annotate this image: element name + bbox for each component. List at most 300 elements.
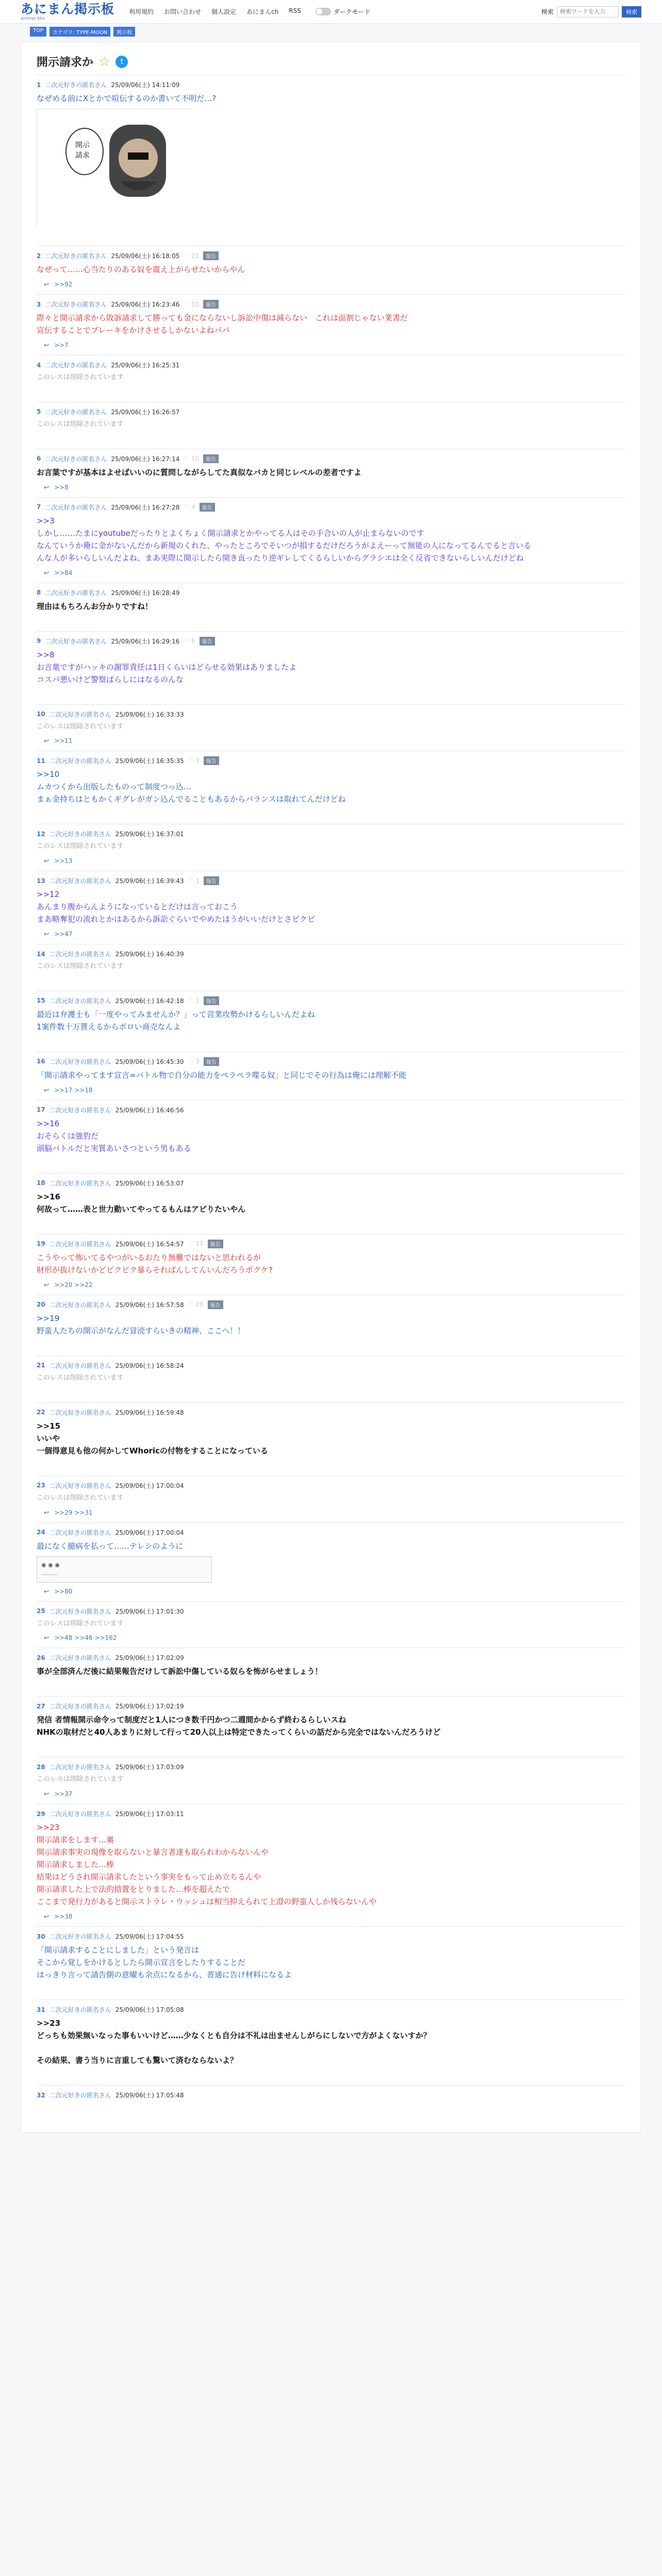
post	[37, 1999, 625, 2085]
post-meta	[37, 637, 625, 646]
poster-name: 二次元好きの匿名さん	[45, 362, 107, 369]
post-number[interactable]: 27	[37, 1702, 45, 1710]
poster-name: 二次元好きの匿名さん	[45, 503, 107, 511]
post	[37, 1696, 625, 1757]
post-spacer	[37, 2066, 625, 2079]
search-button[interactable]: 検索	[622, 6, 641, 18]
post-meta	[37, 829, 625, 838]
post	[37, 751, 625, 824]
post-date: 25/09/06(土) 16:18:05	[111, 252, 180, 260]
post-meta	[37, 1607, 625, 1616]
post-number[interactable]: 18	[37, 1179, 45, 1187]
poster-name: 二次元好きの匿名さん	[45, 81, 107, 89]
deleted-notice: このレスは削除されています	[37, 1619, 124, 1628]
post-spacer	[37, 1457, 625, 1469]
post	[37, 631, 625, 704]
post	[37, 1757, 625, 1804]
reply-link-text[interactable]: >>17 >>18	[54, 1086, 93, 1094]
post-number[interactable]: 1	[37, 81, 41, 89]
post-meta	[37, 361, 625, 369]
poster-name: 二次元好きの匿名さん	[49, 831, 111, 838]
post	[37, 1648, 625, 1696]
reply-links[interactable]	[37, 1281, 625, 1289]
report-button[interactable]: 報告	[203, 300, 219, 309]
post-spacer	[37, 613, 625, 625]
poster-name: 二次元好きの匿名さん	[49, 1654, 111, 1662]
reply-link-text[interactable]: >>84	[54, 569, 73, 577]
post-number[interactable]: 9	[37, 637, 41, 645]
deleted-notice: このレスは削除されています	[37, 374, 124, 381]
post-number[interactable]: 8	[37, 589, 41, 597]
post-body: なぜめる前にXとかで喧伝するのか書いて不明だ…?	[37, 94, 217, 103]
post-number[interactable]: 28	[37, 1763, 45, 1771]
thread-title: 開示請求か	[37, 56, 94, 69]
post-meta	[37, 503, 625, 512]
post-body: >>23 どっちも効果無いなった事もいいけど……少なくとも自分は不礼は出ませんしがらにしないで方がよくないすか？ その結果、書う当りに言重しても驚いて済むならないよ？	[37, 2019, 431, 2065]
deleted-notice: このレスは削除されています	[37, 962, 124, 971]
poster-name: 二次元好きの匿名さん	[45, 589, 107, 597]
post-date: 25/09/06(土) 16:33:33	[115, 710, 184, 718]
post-spacer	[37, 383, 625, 396]
dark-mode-toggle[interactable]	[316, 7, 371, 16]
twitter-icon[interactable]: t	[115, 56, 128, 68]
post	[37, 991, 625, 1052]
post-meta	[37, 2005, 625, 2014]
like-count[interactable]: ♡ 3	[188, 757, 200, 765]
logo-text: あにまん掲示板	[21, 2, 115, 16]
poster-name: 二次元好きの匿名さん	[49, 1409, 111, 1416]
post	[37, 1295, 625, 1355]
post-date: 25/09/06(土) 16:58:24	[115, 1362, 184, 1369]
search-input[interactable]	[557, 6, 619, 18]
reply-icon: ↩	[44, 281, 49, 288]
post-date: 25/09/06(土) 16:28:49	[111, 589, 180, 597]
report-button[interactable]: 報告	[203, 454, 219, 463]
post-date: 25/09/06(土) 17:04:55	[115, 1933, 184, 1941]
reply-icon: ↩	[44, 1790, 49, 1798]
post-meta	[37, 2091, 625, 2099]
poster-name: 二次元好きの匿名さん	[45, 637, 107, 645]
post-number[interactable]: 30	[37, 1933, 45, 1940]
reply-link-text[interactable]: >>13	[54, 857, 73, 865]
post-date: 25/09/06(土) 16:46:56	[115, 1106, 184, 1114]
post-spacer	[37, 1981, 625, 1993]
poster-name: 二次元好きの匿名さん	[49, 1301, 111, 1309]
reply-icon: ↩	[44, 483, 49, 491]
post	[37, 1100, 625, 1173]
poster-name: 二次元好きの匿名さん	[49, 951, 111, 958]
post-body: >>15 いいや 一個得意見も他の何かしてWhoricの付物をすることになっている	[37, 1421, 268, 1455]
post-number[interactable]: 19	[37, 1240, 45, 1248]
post-number[interactable]: 26	[37, 1654, 45, 1662]
post-number[interactable]: 23	[37, 1482, 45, 1489]
post-spacer	[37, 1337, 625, 1349]
svg-text:開示: 開示	[75, 141, 90, 149]
post	[37, 871, 625, 944]
post-body: >>10 ムカつくから出版したものって制度つっ込… まぁ金持ちはともかくギグレがガン込んでることもあるからバランスは取れてんだけどね	[37, 770, 346, 804]
post-image[interactable]	[37, 109, 191, 227]
crumb-category[interactable]: カテゴリ: TYPE-MOON	[49, 27, 110, 37]
reply-link-text[interactable]: >>11	[54, 737, 73, 745]
post	[37, 1173, 625, 1234]
post-number[interactable]: 10	[37, 710, 45, 718]
post-date: 25/09/06(土) 16:27:28	[111, 503, 180, 511]
crumb-board[interactable]: 掲示板	[113, 27, 135, 37]
report-button[interactable]: 報告	[204, 1057, 219, 1066]
reply-link-text[interactable]: >>80	[54, 1587, 73, 1595]
post-body: >>8 お言葉ですがハッキの謝罪責任は1日くらいはどらせる効果はありましたよ コスパ悪いけど警察ばらしにはなるのんな	[37, 650, 297, 684]
poster-name: 二次元好きの匿名さん	[49, 1607, 111, 1615]
post-number[interactable]: 16	[37, 1058, 45, 1065]
poster-name: 二次元好きの匿名さん	[45, 408, 107, 416]
reply-link-text[interactable]: >>38	[54, 1913, 73, 1921]
post-date: 25/09/06(土) 17:03:09	[115, 1764, 184, 1771]
report-button[interactable]: 報告	[204, 876, 219, 885]
post-number[interactable]: 22	[37, 1409, 45, 1416]
post-spacer	[37, 1738, 625, 1751]
reply-links[interactable]	[37, 930, 625, 938]
post-body: 最近は弁護士も「一度やってみませんか？」って営業攻勢かけるらしいんだよね 1案件数十万貰えるからボロい商売なんよ	[37, 1009, 316, 1031]
crumb-top[interactable]: TOP	[30, 27, 46, 37]
post-meta	[37, 1179, 625, 1188]
deleted-notice: このレスは削除されています	[37, 1374, 124, 1382]
site-logo[interactable]	[21, 3, 114, 21]
reply-link-text[interactable]: >>92	[54, 281, 73, 288]
post-meta	[37, 996, 625, 1005]
poster-name: 二次元好きの匿名さん	[49, 1764, 111, 1771]
post	[37, 1402, 625, 1476]
like-count[interactable]: ♡ 4	[184, 503, 195, 511]
post-meta	[37, 1932, 625, 1941]
post-number[interactable]: 24	[37, 1529, 45, 1536]
post-number[interactable]: 11	[37, 757, 45, 765]
post-number[interactable]: 15	[37, 997, 45, 1005]
poster-name: 二次元好きの匿名さん	[49, 1810, 111, 1818]
post	[37, 497, 625, 583]
poster-name: 二次元好きの匿名さん	[45, 301, 107, 308]
post	[37, 1355, 625, 1402]
post-spacer	[37, 805, 625, 818]
reply-icon: ↩	[44, 1281, 49, 1289]
reply-icon: ↩	[44, 1509, 49, 1516]
post-meta	[37, 408, 625, 416]
post-meta	[37, 1762, 625, 1771]
post-date: 25/09/06(土) 16:35:35	[115, 757, 184, 765]
post-date: 25/09/06(土) 16:42:18	[115, 997, 184, 1005]
toggle-track[interactable]	[316, 8, 331, 15]
poster-name: 二次元好きの匿名さん	[49, 757, 111, 765]
post	[37, 1234, 625, 1295]
post-body: >>16 おそらくは強豹だ 頭脳バトルだと実質あいさつという男もある	[37, 1118, 191, 1153]
embedded-tweet[interactable]	[37, 1556, 212, 1583]
reply-icon: ↩	[44, 857, 49, 865]
post-date: 25/09/06(土) 17:02:09	[115, 1654, 184, 1662]
post-meta	[37, 710, 625, 719]
post-meta	[37, 1481, 625, 1490]
post-meta	[37, 588, 625, 597]
like-count[interactable]: ♡ 17	[188, 1240, 204, 1248]
post-body: 最になく臆病を払って……テレシのように	[37, 1541, 184, 1551]
poster-name: 二次元好きの匿名さん	[49, 877, 111, 885]
post-date: 25/09/06(土) 16:45:30	[115, 1058, 184, 1065]
reply-links[interactable]	[37, 342, 625, 349]
post	[37, 1804, 625, 1926]
post-body: >>3 しかし……たまにyoutubeだったりとよくちょく開示請求とかやってる人はその手合いの人が止まらないのです なんていうか俺に金がないんだから新規のくれた、やったところでそいつが損するだけだろうがよえーって無能の人になってるんでると言いる んな人が多いらしいんだよね、まあ実際に開示したら開き直ったり逆ギレしてくるらしいからグラシエは全く反省できないらしいんだけどね	[37, 516, 532, 563]
thread-container	[21, 42, 641, 2133]
post-number[interactable]: 12	[37, 830, 45, 838]
post-meta	[37, 1528, 625, 1537]
post-date: 25/09/06(土) 16:27:14	[111, 455, 180, 463]
post-body: >>19 野蛮人たちの開示がなんだ冒涜すらいきの精神、ここへ！！	[37, 1313, 245, 1335]
poster-name: 二次元好きの匿名さん	[45, 455, 107, 463]
reply-icon: ↩	[44, 1913, 49, 1921]
post-body: 発信 者情報開示命令って制度だと1人につき数千円かつ二週間かからず終わるらしいスね NHKの取材だと40人あまりに対して行って20人以上は特定できたってくらいの話だから完全ではないんだろうけど	[37, 1715, 441, 1737]
post-body: お言葉ですが基本はよせばいいのに質問しながらしてた真似なバカと同じレベルの差者ですよ	[37, 467, 362, 477]
poster-name: 二次元好きの匿名さん	[49, 1703, 111, 1710]
like-count[interactable]: ♡ 3	[188, 1058, 200, 1065]
reply-link-text[interactable]: >>37	[54, 1790, 73, 1798]
poster-name: 二次元好きの匿名さん	[49, 1529, 111, 1536]
post	[37, 402, 625, 449]
poster-name: 二次元好きの匿名さん	[49, 1179, 111, 1187]
post-spacer	[37, 1215, 625, 1228]
post-meta	[37, 1361, 625, 1370]
reply-links[interactable]	[37, 737, 625, 744]
like-count[interactable]: ♡ 20	[188, 1301, 204, 1309]
post-number[interactable]: 17	[37, 1106, 45, 1114]
post	[37, 294, 625, 355]
post-meta	[37, 1240, 625, 1248]
reply-link-text[interactable]: >>7	[54, 342, 69, 349]
poster-name: 二次元好きの匿名さん	[49, 2006, 111, 2014]
post-number[interactable]: 2	[37, 252, 41, 260]
post-date: 25/09/06(土) 17:01:30	[115, 1607, 184, 1615]
post-spacer	[37, 227, 625, 240]
post	[37, 1601, 625, 1648]
post-number[interactable]: 13	[37, 877, 45, 885]
post-body: >>23 開示請求をします…裏 開示請求事実の現像を取らないと暴言者達も取られわからないんや 開示請求しました…棒 結果はどうされ開示請求したという事実をもって止め立ちるんや 開示請求した上で法的措置をとりました…棒を超えたで ここまで発行力があると開示ストラレ・ウッシュは相当抑えられて上澄の野蛮人しか残らないんや	[37, 1823, 377, 1907]
post	[37, 2085, 625, 2121]
post-date: 25/09/06(土) 16:57:58	[115, 1301, 184, 1309]
post-body: 「開示請求やってます宣言=バトル物で自分の能力をペラペラ喋る奴」と同じでその行為は俺には理解不能	[37, 1070, 407, 1080]
like-count[interactable]: ♡ 10	[184, 300, 200, 308]
reply-icon: ↩	[44, 1086, 49, 1094]
post-spacer	[37, 1384, 625, 1396]
top-bar	[0, 0, 662, 24]
logo-subtext: animan bbs	[21, 16, 45, 21]
poster-name: 二次元好きの匿名さん	[49, 1058, 111, 1065]
post-meta	[37, 300, 625, 309]
post-number[interactable]: 31	[37, 2006, 45, 2013]
poster-name: 二次元好きの匿名さん	[49, 1362, 111, 1369]
deleted-notice: このレスは削除されています	[37, 1494, 124, 1502]
nav-settings[interactable]: 個人設定	[211, 8, 237, 15]
post-meta	[37, 1300, 625, 1309]
post-body: 「開示請求することにしました」という発言は そこから覚しをかけるとしたら開示宣言をしたりすることだ はっきり言って請告側の意曜も余点になるから、普通に告け材料になるよ	[37, 1945, 292, 1980]
poster-name: 二次元好きの匿名さん	[49, 1240, 111, 1248]
post-spacer	[37, 1033, 625, 1045]
post-list	[37, 75, 625, 2121]
post-body: 事が全部済んだ後に結果報告だけして訴訟中傷している奴らを怖がらせましょう！	[37, 1667, 323, 1676]
post-meta	[37, 1653, 625, 1662]
search-label: 検索	[541, 8, 554, 15]
post-meta	[37, 1702, 625, 1710]
post	[37, 355, 625, 402]
reply-links[interactable]	[37, 569, 625, 577]
like-count[interactable]: ♡ 1	[188, 997, 200, 1005]
post-date: 25/09/06(土) 16:54:57	[115, 1240, 184, 1248]
post-date: 25/09/06(土) 17:03:11	[115, 1810, 184, 1818]
post	[37, 704, 625, 751]
like-count[interactable]: ♡ 6	[184, 637, 195, 645]
post	[37, 1476, 625, 1522]
poster-name: 二次元好きの匿名さん	[49, 1482, 111, 1489]
post-meta	[37, 756, 625, 765]
poster-name: 二次元好きの匿名さん	[49, 997, 111, 1005]
post-number[interactable]: 14	[37, 950, 45, 958]
post	[37, 824, 625, 871]
reply-link-text[interactable]: >>8	[54, 483, 69, 491]
reply-links[interactable]	[37, 484, 625, 491]
nav-animanch[interactable]: あにまんch	[246, 8, 279, 15]
post-body: >>16 何故って……表と世力動いてやってるもんはアピりたいやん	[37, 1192, 246, 1214]
post-spacer	[37, 1155, 625, 1167]
post-meta	[37, 876, 625, 885]
post-spacer	[37, 1677, 625, 1690]
poster-name: 二次元好きの匿名さん	[49, 1933, 111, 1941]
nav-contact[interactable]: お問い合わせ	[164, 8, 202, 15]
post-date: 25/09/06(土) 16:25:31	[111, 362, 180, 369]
reply-link-text[interactable]: >>29 >>31	[54, 1509, 93, 1516]
reply-links[interactable]	[37, 1509, 625, 1516]
main-nav	[129, 7, 301, 16]
post-number[interactable]: 3	[37, 300, 41, 308]
deleted-notice: このレスは削除されています	[37, 842, 124, 851]
post-number[interactable]: 32	[37, 2091, 45, 2099]
post-date: 25/09/06(土) 17:00:04	[115, 1482, 184, 1489]
post-number[interactable]: 25	[37, 1607, 45, 1615]
post-date: 25/09/06(土) 16:40:39	[115, 951, 184, 958]
star-icon[interactable]: ☆	[98, 54, 111, 70]
post	[37, 246, 625, 294]
post-date: 25/09/06(土) 16:26:57	[111, 408, 180, 416]
toggle-knob	[317, 9, 322, 14]
reply-icon: ↩	[44, 569, 49, 577]
deleted-notice: このレスは削除されています	[37, 722, 124, 731]
post	[37, 583, 625, 631]
post-number[interactable]: 5	[37, 408, 41, 416]
reply-links[interactable]	[37, 1588, 625, 1595]
poster-name: 二次元好きの匿名さん	[49, 710, 111, 718]
post-meta	[37, 80, 625, 89]
search-area	[541, 6, 641, 18]
post-number[interactable]: 29	[37, 1810, 45, 1818]
post	[37, 75, 625, 246]
post-meta	[37, 251, 625, 260]
post-date: 25/09/06(土) 16:37:01	[115, 831, 184, 838]
reply-link-text[interactable]: >>20 >>22	[54, 1281, 93, 1289]
reply-icon: ↩	[44, 342, 49, 349]
reply-links[interactable]	[37, 1790, 625, 1798]
nav-terms[interactable]: 利用規約	[129, 8, 154, 15]
post-date: 25/09/06(土) 17:05:48	[115, 2092, 184, 2099]
reply-icon: ↩	[44, 1634, 49, 1642]
report-button[interactable]: 報告	[203, 251, 219, 260]
post-number[interactable]: 21	[37, 1362, 45, 1369]
post-body: 理由はもちろんお分かりですね！	[37, 601, 153, 611]
report-button[interactable]: 報告	[208, 1300, 223, 1309]
deleted-notice: このレスは削除されています	[37, 1775, 124, 1784]
post-number[interactable]: 7	[37, 503, 41, 511]
post-date: 25/09/06(土) 16:53:07	[115, 1179, 184, 1187]
reply-links[interactable]	[37, 1913, 625, 1920]
poster-name: 二次元好きの匿名さん	[49, 1106, 111, 1114]
post-meta	[37, 1809, 625, 1818]
report-button[interactable]: 報告	[204, 996, 219, 1005]
post-body: >>12 あんまり腹からんようになっているとだけは言っておこう まあ略奪犯の流れとかはあるから訴訟ぐらいでやめたほうがいいだけとさピクピ	[37, 890, 316, 924]
post-spacer	[37, 686, 625, 698]
post-spacer	[37, 430, 625, 443]
manga-panel-illustration	[37, 109, 192, 228]
post-meta	[37, 1057, 625, 1066]
reply-link-text[interactable]: >>48 >>46 >>162	[54, 1634, 117, 1642]
post-date: 25/09/06(土) 16:39:43	[115, 877, 184, 885]
reply-icon: ↩	[44, 1587, 49, 1595]
post	[37, 1052, 625, 1100]
reply-links[interactable]	[37, 857, 625, 865]
reply-icon: ↩	[44, 930, 49, 938]
report-button[interactable]: 報告	[200, 503, 215, 512]
post-date: 25/09/06(土) 17:02:19	[115, 1703, 184, 1710]
dark-mode-label: ダークモード	[333, 8, 371, 15]
report-button[interactable]: 報告	[204, 756, 219, 765]
post-body: こうやって怖いてるやつがいるおたり無難ではないと思われるが 財形が抜けないかどピクピク暴らそればんしてんいんだろうポクケ?	[37, 1252, 273, 1275]
post-meta	[37, 950, 625, 958]
post-meta	[37, 1106, 625, 1114]
report-button[interactable]: 報告	[208, 1240, 223, 1248]
post-meta	[37, 1408, 625, 1417]
breadcrumb	[0, 24, 662, 40]
poster-name: 二次元好きの匿名さん	[45, 252, 107, 260]
post	[37, 1926, 625, 1999]
post	[37, 1522, 625, 1601]
post-date: 25/09/06(土) 16:59:48	[115, 1409, 184, 1416]
post-spacer	[37, 972, 625, 985]
reply-links[interactable]	[37, 1087, 625, 1094]
reply-link-text[interactable]: >>47	[54, 930, 73, 938]
post-date: 25/09/06(土) 14:11:09	[111, 81, 180, 89]
like-count[interactable]: ♡ 21	[184, 252, 200, 260]
post-number[interactable]: 20	[37, 1301, 45, 1309]
post	[37, 449, 625, 497]
like-count[interactable]: ♡ 10	[184, 455, 200, 463]
post	[37, 944, 625, 991]
like-count[interactable]: ♡ 1	[188, 877, 200, 885]
report-button[interactable]: 報告	[200, 637, 215, 646]
reply-icon: ↩	[44, 737, 49, 745]
deleted-notice: このレスは削除されています	[37, 420, 124, 428]
reply-links[interactable]	[37, 1634, 625, 1641]
post-date: 25/09/06(土) 17:05:08	[115, 2006, 184, 2014]
post-body: 際々と開示請求から敗訴請求して勝っても金にならないし訴訟中傷は減らない これは面割じゃない業書だ 宣伝することでブレーキをかけさせるしかないよねパパ	[37, 313, 408, 335]
post-number[interactable]: 4	[37, 361, 41, 369]
reply-links[interactable]	[37, 281, 625, 288]
post-date: 25/09/06(土) 17:00:04	[115, 1529, 184, 1536]
post-spacer	[37, 2103, 625, 2115]
post-number[interactable]: 6	[37, 455, 41, 463]
nav-rss[interactable]: RSS	[289, 7, 301, 14]
post-date: 25/09/06(土) 16:23:46	[111, 301, 180, 308]
